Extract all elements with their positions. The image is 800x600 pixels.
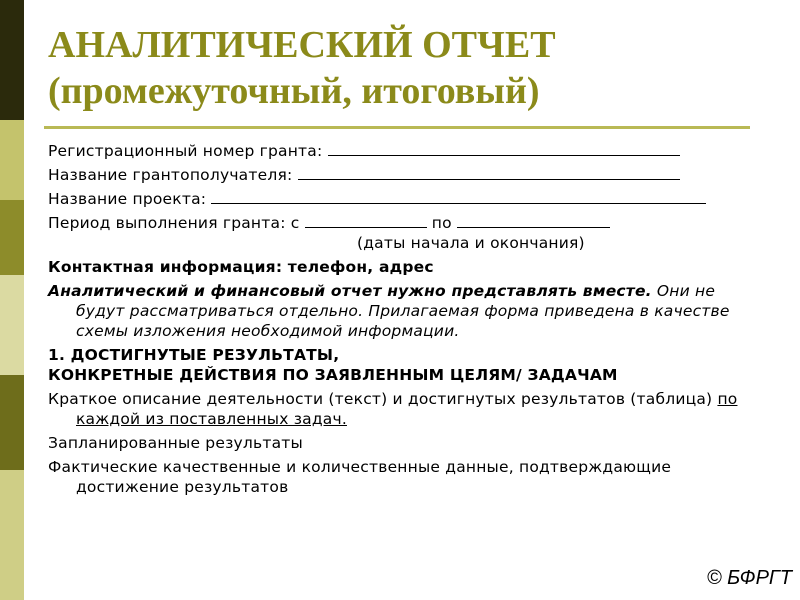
strip-block bbox=[0, 0, 24, 120]
grant-number-label: Регистрационный номер гранта: bbox=[48, 142, 323, 160]
title-line-1: АНАЛИТИЧЕСКИЙ ОТЧЕТ bbox=[48, 24, 556, 66]
contact-info: Контактная информация: телефон, адрес bbox=[48, 258, 434, 276]
report-note-text: Они не будут рассматриваться отдельно. Прилагаемая форма приведена в качестве схемы изложения необходимой информации. bbox=[76, 282, 730, 340]
grant-number-row bbox=[48, 141, 758, 161]
period-to-label: по bbox=[431, 214, 452, 232]
period-end-blank bbox=[457, 213, 610, 228]
grantee-blank bbox=[298, 165, 680, 180]
title-divider bbox=[44, 126, 750, 129]
period-label: Период выполнения гранта: с bbox=[48, 214, 300, 232]
section-heading-1: 1. ДОСТИГНУТЫЕ РЕЗУЛЬТАТЫ, bbox=[48, 346, 340, 364]
project-blank bbox=[211, 189, 706, 204]
project-row bbox=[48, 189, 758, 209]
planned-results: Запланированные результаты bbox=[48, 434, 303, 452]
strip-block bbox=[0, 470, 24, 600]
strip-block bbox=[0, 375, 24, 470]
decorative-side-strip bbox=[0, 0, 24, 600]
report-note bbox=[48, 281, 758, 341]
short-description-underlined: по каждой из поставленных задач. bbox=[76, 390, 738, 428]
short-description-text: Краткое описание деятельности (текст) и достигнутых результатов (таблица) bbox=[48, 390, 718, 408]
report-note-bold: Аналитический и финансовый отчет нужно представлять вместе. bbox=[48, 282, 652, 300]
grant-number-blank bbox=[328, 141, 680, 156]
grantee-row bbox=[48, 165, 758, 185]
strip-block bbox=[0, 200, 24, 275]
title-line-2: (промежуточный, итоговый) bbox=[48, 70, 540, 112]
period-start-blank bbox=[305, 213, 427, 228]
period-hint: (даты начала и окончания) bbox=[357, 234, 585, 252]
strip-block bbox=[0, 275, 24, 375]
slide-body bbox=[48, 141, 758, 497]
project-label: Название проекта: bbox=[48, 190, 207, 208]
actual-results: Фактические качественные и количественные данные, подтверждающие достижение результатов bbox=[48, 458, 672, 496]
copyright-notice: © БФРГТ bbox=[706, 567, 792, 589]
strip-block bbox=[0, 120, 24, 200]
grantee-label: Название грантополучателя: bbox=[48, 166, 293, 184]
short-description bbox=[48, 389, 758, 429]
slide-title bbox=[48, 22, 768, 114]
section-heading-2: КОНКРЕТНЫЕ ДЕЙСТВИЯ ПО ЗАЯВЛЕННЫМ ЦЕЛЯМ/ ЗАДАЧАМ bbox=[48, 366, 618, 384]
period-row bbox=[48, 213, 758, 233]
